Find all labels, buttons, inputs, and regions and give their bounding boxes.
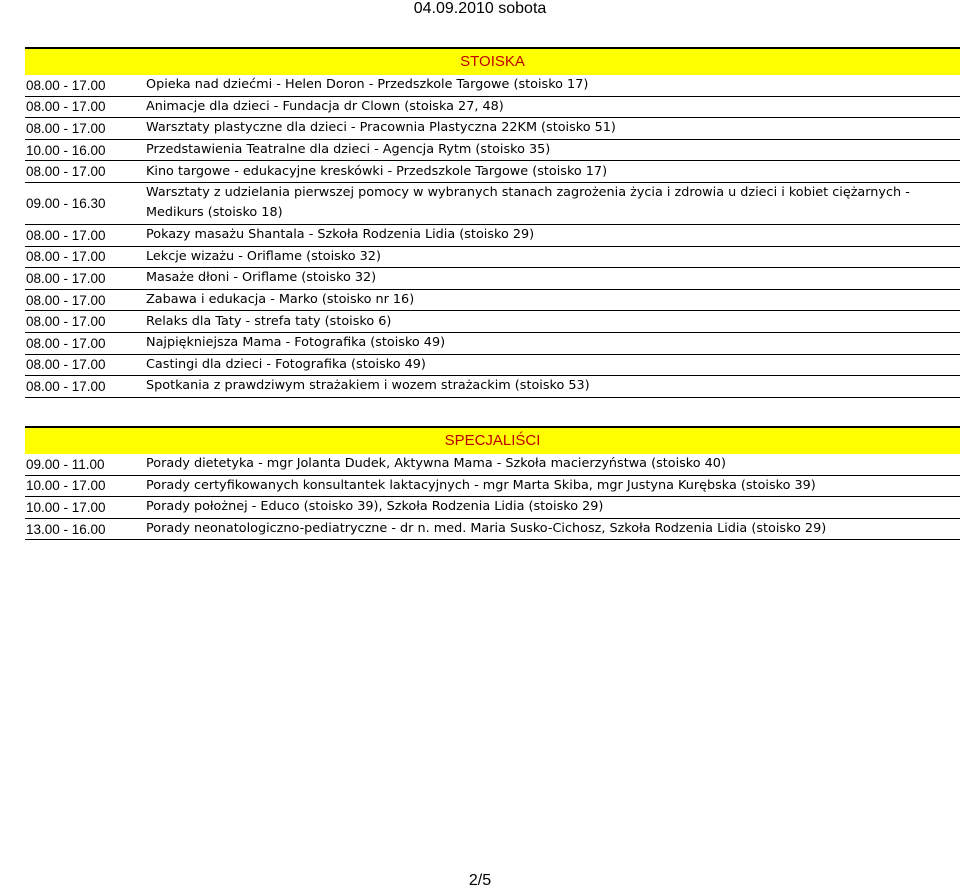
event-cell: Animacje dla dzieci - Fundacja dr Clown (stoiska 27, 48) [146,98,504,114]
table-row [25,290,960,312]
event-cell: Porady położnej - Educo (stoisko 39), Szkoła Rodzenia Lidia (stoisko 29) [146,499,604,515]
table-row [25,311,960,333]
table-row [25,454,960,476]
event-cell: Porady certyfikowanych konsultantek laktacyjnych - mgr Marta Skiba, mgr Justyna Kurębska (stoisko 39) [146,477,816,493]
specjalisci-header: SPECJALIŚCI [25,426,960,454]
time-cell: 08.00 - 17.00 [26,357,106,373]
time-cell: 08.00 - 17.00 [26,335,106,351]
table-row [25,183,960,225]
time-cell: 08.00 - 17.00 [26,270,106,286]
time-cell: 08.00 - 17.00 [26,292,106,308]
time-cell: 10.00 - 16.00 [26,142,106,158]
table-row [25,161,960,183]
table-row [25,225,960,247]
event-cell: Opieka nad dziećmi - Helen Doron - Przedszkole Targowe (stoisko 17) [146,77,589,93]
stoiska-section [25,47,960,398]
event-cell: Masaże dłoni - Oriflame (stoisko 32) [146,270,377,286]
time-cell: 10.00 - 17.00 [26,478,106,494]
table-row [25,519,960,541]
table-row [25,97,960,119]
table-row [25,376,960,398]
event-cell: Lekcje wizażu - Oriflame (stoisko 32) [146,248,381,264]
time-cell: 08.00 - 17.00 [26,314,106,330]
event-cell: Relaks dla Taty - strefa taty (stoisko 6) [146,313,392,329]
table-row [25,75,960,97]
stoiska-header: STOISKA [25,47,960,75]
time-cell: 09.00 - 16.30 [26,195,106,211]
table-row [25,476,960,498]
event-cell: Castingi dla dzieci - Fotografika (stoisko 49) [146,356,426,372]
event-cell: Warsztaty z udzielania pierwszej pomocy w wybranych stanach zagrożenia życia i zdrowia u dzieci i kobiet ciężarnych - Medikurs (stoisko 18) [146,185,910,221]
time-cell: 10.00 - 17.00 [26,499,106,515]
event-cell: Zabawa i edukacja - Marko (stoisko nr 16) [146,292,415,308]
page-title: 04.09.2010 sobota [413,0,547,17]
table-row [25,118,960,140]
table-row [25,333,960,355]
table-row [25,497,960,519]
time-cell: 09.00 - 11.00 [26,456,105,472]
time-cell: 08.00 - 17.00 [26,77,106,93]
time-cell: 08.00 - 17.00 [26,249,106,265]
table-row [25,268,960,290]
time-cell: 13.00 - 16.00 [26,521,106,537]
event-cell: Porady dietetyka - mgr Jolanta Dudek, Aktywna Mama - Szkoła macierzyństwa (stoisko 40) [146,456,726,472]
event-cell: Kino targowe - edukacyjne kreskówki - Przedszkole Targowe (stoisko 17) [146,163,608,179]
table-row [25,355,960,377]
table-row [25,247,960,269]
event-cell: Spotkania z prawdziwym strażakiem i wozem strażackim (stoisko 53) [146,378,590,394]
event-cell: Pokazy masażu Shantala - Szkoła Rodzenia Lidia (stoisko 29) [146,227,535,243]
table-row [25,140,960,162]
page-number: 2/5 [468,872,492,889]
event-cell: Warsztaty plastyczne dla dzieci - Pracownia Plastyczna 22KM (stoisko 51) [146,120,616,136]
specjalisci-section [25,426,960,540]
time-cell: 08.00 - 17.00 [26,99,106,115]
event-cell: Najpiękniejsza Mama - Fotografika (stoisko 49) [146,335,446,351]
time-cell: 08.00 - 17.00 [26,378,106,394]
event-cell: Porady neonatologiczno-pediatryczne - dr n. med. Maria Susko-Cichosz, Szkoła Rodzenia Lidia (stoisko 29) [146,521,827,537]
time-cell: 08.00 - 17.00 [26,227,106,243]
time-cell: 08.00 - 17.00 [26,164,106,180]
event-cell: Przedstawienia Teatralne dla dzieci - Agencja Rytm (stoisko 35) [146,142,551,158]
time-cell: 08.00 - 17.00 [26,120,106,136]
